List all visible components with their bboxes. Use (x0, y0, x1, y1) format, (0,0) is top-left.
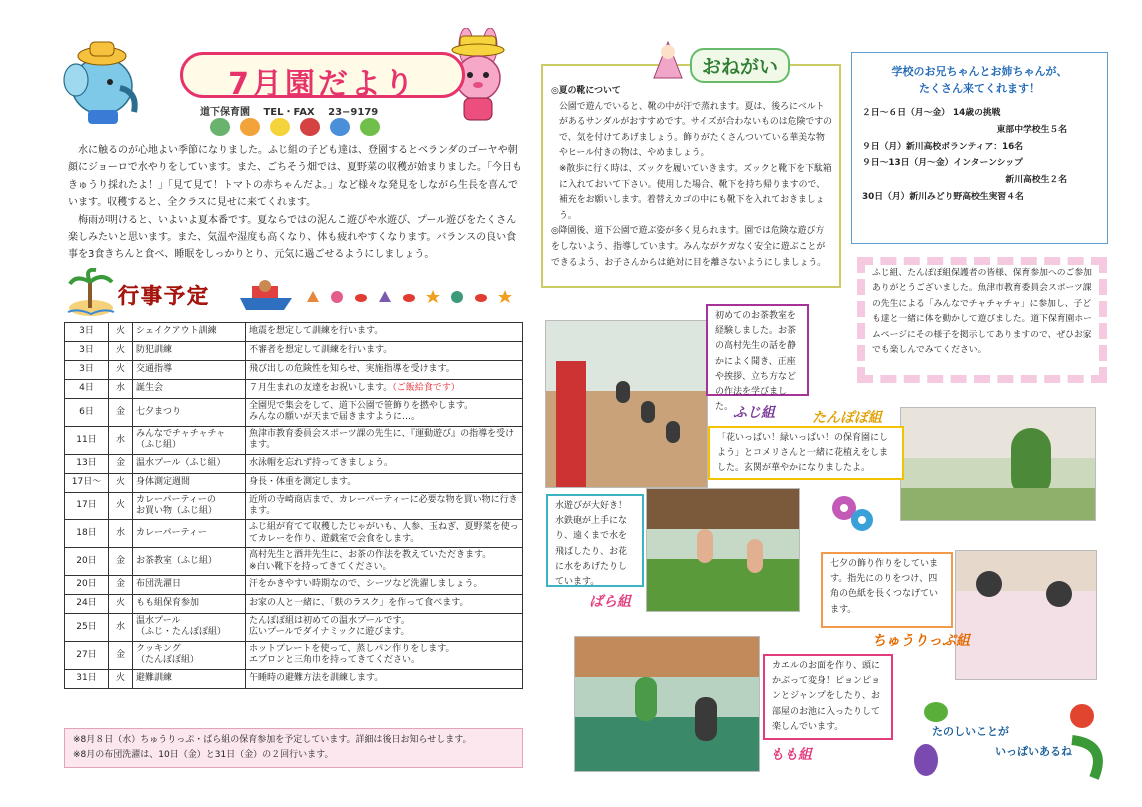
visitor-sub: 新川高校生２名 (1005, 175, 1067, 186)
event-description-text: ホットプレートを使って、蒸しパン作りをします。 (249, 643, 455, 654)
event-date (65, 641, 109, 669)
event-name (133, 342, 246, 361)
watering-can-icon (240, 118, 260, 136)
event-row (65, 473, 523, 492)
event-date-text: 20日 (76, 555, 97, 566)
event-name (133, 454, 246, 473)
event-description-text: エプロンと三角巾を持ってきてください。 (249, 655, 421, 666)
momo-callout: カエルのお面を作り、頭にかぶって変身！ピョンピョンとジャンプをしたり、お部屋のお池に入ったりして楽しんでいます。 (763, 654, 893, 740)
event-date-text: 3日 (79, 326, 94, 337)
event-description-text: 飛び出しの危険性を知らせ、実施指導を受けます。 (249, 364, 455, 375)
footer-line: いっぱいあるね (995, 745, 1072, 758)
event-date (65, 614, 109, 642)
event-date (65, 520, 109, 548)
crab-icon (354, 290, 368, 303)
event-weekday-text: 火 (115, 598, 125, 609)
school-name: 道下保育園 (200, 107, 250, 118)
event-weekday (109, 595, 133, 614)
crab-icon (402, 290, 416, 303)
event-weekday-text: 火 (115, 672, 125, 683)
event-name (133, 492, 246, 520)
event-row (65, 361, 523, 380)
footer-message (932, 722, 1072, 762)
event-weekday-text: 火 (115, 345, 125, 356)
request-header (650, 40, 850, 80)
event-name-text: カレーパーティー (136, 528, 207, 539)
bara-callout: 水遊びが大好き！水鉄砲が上手になり、遠くまで水を飛ばしたり、お花に水をあげたりしています。 (546, 494, 644, 587)
event-weekday (109, 576, 133, 595)
event-description (246, 426, 523, 454)
event-weekday (109, 641, 133, 669)
morning-glory-icon (828, 492, 878, 536)
event-date (65, 473, 109, 492)
event-weekday (109, 426, 133, 454)
event-date (65, 361, 109, 380)
event-description (246, 614, 523, 642)
event-date-text: 17日～ (71, 476, 102, 487)
event-description (246, 641, 523, 669)
event-row (65, 520, 523, 548)
tanpopo-label: たんぽぽ組 (812, 410, 882, 426)
event-name-text: 温水プール（ふじ組） (136, 457, 226, 468)
event-description-text: たんぽぽ組は初めての温水プールです。 (249, 616, 410, 627)
event-name (133, 614, 246, 642)
event-weekday-text: 金 (115, 579, 125, 590)
request-title: おねがい (690, 48, 790, 83)
event-name-text: シェイクアウト訓練 (136, 326, 217, 337)
event-date (65, 548, 109, 576)
shell-icon (378, 290, 392, 303)
event-weekday (109, 473, 133, 492)
visitor-sub: 東部中学校生５名 (996, 124, 1067, 135)
event-date (65, 454, 109, 473)
event-date-text: 18日 (76, 528, 97, 539)
event-name (133, 641, 246, 669)
events-title: 行事予定 (118, 284, 210, 308)
event-weekday (109, 669, 133, 688)
event-weekday (109, 342, 133, 361)
event-weekday-text: 金 (115, 649, 125, 660)
shell-icon (330, 290, 344, 303)
event-name-text: 身体測定週間 (136, 476, 191, 487)
event-weekday-text: 火 (115, 364, 125, 375)
event-date-text: 27日 (76, 649, 97, 660)
event-name-text: （ふじ・たんぽぽ組） (136, 627, 227, 638)
masthead (60, 28, 510, 138)
event-date-text: 24日 (76, 598, 97, 609)
event-name (133, 399, 246, 427)
event-description (246, 576, 523, 595)
event-description (246, 342, 523, 361)
intro-paragraph: 梅雨が明けると、いよいよ夏本番です。夏ならではの泥んこ遊びや水遊び、プール遊びをたくさん楽しみたいと思います。また、気温や湿度も高くなり、体も疲れやすくなります。バランスの良い食事を3食きちんと食べ、睡眠をしっかりとり、元気に過ごせるようにしましょう。 (68, 214, 517, 261)
event-name-text: 防犯訓練 (136, 345, 173, 356)
event-description (246, 323, 523, 342)
momo-label: もも組 (770, 747, 812, 763)
event-row (65, 492, 523, 520)
event-name-text: 避難訓練 (136, 672, 173, 683)
event-date-text: 20日 (76, 579, 97, 590)
boat-icon (300, 118, 320, 136)
event-row (65, 454, 523, 473)
event-description (246, 595, 523, 614)
event-description-text: ※白い靴下を持ってきてください。 (249, 561, 392, 572)
event-row (65, 399, 523, 427)
event-weekday (109, 399, 133, 427)
event-date (65, 426, 109, 454)
event-description-text: 広いプールでダイナミックに遊びます。 (249, 627, 410, 638)
thanks-text: ふじ組、たんぽぽ組保護者の皆様、保育参加へのご参加ありがとうございました。魚津市教育委員会スポーツ課の先生による「みんなでチャチャチャ」に参加し、子ども達と一緒に体を動かして遊びました。道下保育園ホームページにその様子を掲示してありますので、ぜひお家でも楽しんでみてください。 (872, 268, 1092, 356)
tanpopo-photo (900, 407, 1096, 521)
event-date (65, 399, 109, 427)
event-name-text: お買い物（ふじ組） (136, 506, 218, 517)
intro-text (68, 142, 523, 264)
school-contact (200, 103, 388, 118)
event-weekday-text: 水 (115, 383, 125, 394)
event-weekday (109, 361, 133, 380)
tanpopo-callout: 「花いっぱい！緑いっぱい！の保育園にしよう」とコメリさんと一緒に花植えをしました。玄関が華やかになりましたよ。 (708, 426, 904, 480)
thanks-box (866, 266, 1098, 374)
event-name-text: 交通指導 (136, 364, 173, 375)
phone-number: 23−9179 (328, 107, 379, 118)
note-line: ※8月８日（水）ちゅうりっぷ・ばら組の保育参加を予定しています。詳細は後日お知らせします。 (73, 735, 472, 745)
event-name-text: 布団洗濯日 (136, 579, 182, 590)
visitor-item: ９日～13日（月～金）インターンシップ (862, 158, 1023, 169)
events-header (66, 268, 521, 324)
event-row (65, 380, 523, 399)
event-date (65, 576, 109, 595)
event-description-text: 不審者を想定して訓練を行います。 (249, 345, 393, 356)
fuji-photo (545, 320, 708, 488)
event-name (133, 380, 246, 399)
event-row (65, 576, 523, 595)
event-description-text: 地震を想定して訓練を行います。 (249, 326, 384, 337)
event-name-text: みんなでチャチャチャ (136, 428, 226, 439)
event-name (133, 426, 246, 454)
event-name (133, 548, 246, 576)
visitor-item: 30日（月）新川みどり野高校生実習４名 (862, 191, 1024, 202)
contact-label: TEL・FAX (263, 107, 315, 118)
title-banner (180, 52, 465, 102)
shell-icon (306, 290, 320, 303)
churip-callout: 七夕の飾り作りをしています。指先にのりをつけ、四角の色紙を長くつなげています。 (821, 552, 953, 628)
event-description (246, 361, 523, 380)
event-date (65, 323, 109, 342)
event-description (246, 454, 523, 473)
intro-paragraph: 水に触るのが心地よい季節になりました。ふじ組の子ども達は、登園するとベランダのゴーヤや朝顔にジョーロで水やりをしています。また、ごちそう畑では、夏野菜の収穫が始まりました。「今日もきゅうり採れたよ！」「見て見て！トマトの赤ちゃんだよ。」など様々な発見をしながら生長を喜んでいます。収穫すると、全クラスに見せに来てくれます。 (68, 145, 522, 209)
event-date-text: 13日 (76, 457, 97, 468)
request-box (541, 64, 841, 288)
event-name (133, 595, 246, 614)
event-date-text: 17日 (76, 500, 97, 511)
event-row (65, 595, 523, 614)
event-description (246, 492, 523, 520)
event-description (246, 380, 523, 399)
title-line: 学校のお兄ちゃんとお姉ちゃんが、 (891, 65, 1068, 78)
event-date-text: 31日 (76, 672, 97, 683)
event-date (65, 669, 109, 688)
event-date (65, 595, 109, 614)
fuji-callout: 初めてのお茶教室を経験しました。お茶の高村先生の話を静かによく聞き、正座や挨拶、立ち方などの作法を学びました。 (706, 304, 809, 396)
event-description-text: ふじ組が育てて収穫したじゃがいも、人参、玉ねぎ、夏野菜を使ってカレーを作り、遊戯室で会食をします。 (249, 522, 519, 544)
momo-photo (574, 636, 760, 772)
event-description-text: 水泳帽を忘れず持ってきましょう。 (249, 457, 394, 468)
event-weekday-text: 火 (115, 500, 125, 511)
event-name (133, 361, 246, 380)
event-weekday-text: 水 (115, 528, 125, 539)
event-weekday-text: 水 (115, 621, 125, 632)
ship-icon (236, 278, 296, 312)
event-name-text: もも組保育参加 (136, 598, 200, 609)
event-name-text: お茶教室（ふじ組） (136, 555, 218, 566)
event-row (65, 323, 523, 342)
event-weekday (109, 323, 133, 342)
event-description-text: 全園児で集会をして、道下公園で笹飾りを撚やします。 (249, 401, 474, 411)
event-description-text: ７月生まれの友達をお祝いします。 (249, 383, 393, 394)
event-name-text: 誕生会 (136, 383, 164, 394)
event-description (246, 473, 523, 492)
request-section-heading: ◎夏の靴について (551, 86, 621, 96)
watering-can-icon (360, 118, 380, 136)
starfish-icon (426, 290, 440, 303)
event-description-text: お家の人と一緒に、「麩のラスク」を作って食べます。 (249, 598, 469, 609)
event-weekday-text: 金 (115, 457, 125, 468)
event-name (133, 473, 246, 492)
event-date-text: 4日 (79, 383, 94, 394)
request-section-heading: ◎降園後、道下公園で遊ぶ姿が多く見られます。園では危険な遊び方をしないよう、指導しています。みんながケガなく安全に遊ぶことができるよう、お子さんからは絶対に目を離さないようにしましょう。 (551, 226, 827, 268)
event-description-text: 午睡時の避難方法を訓練します。 (249, 672, 384, 683)
event-description-text: （ご飯給食です） (392, 383, 460, 394)
event-weekday (109, 454, 133, 473)
marine-decoration-row (306, 286, 516, 306)
ball-icon (330, 118, 350, 136)
event-row (65, 641, 523, 669)
event-date-text: 3日 (79, 345, 94, 356)
event-description-text: みんなの願いが天まで届きますように…。 (249, 412, 421, 423)
event-date-text: 11日 (76, 434, 97, 445)
tanabata-doll-icon (650, 40, 686, 80)
event-name (133, 323, 246, 342)
event-row (65, 614, 523, 642)
event-name-text: （たんぽぽ組） (136, 655, 200, 666)
event-description (246, 520, 523, 548)
event-date-text: 6日 (79, 406, 94, 417)
events-table (64, 322, 523, 689)
student-visitors-box (851, 52, 1108, 244)
bara-label: ばら組 (589, 594, 631, 610)
event-description-text: 汗をかきやすい時期なので、シーツなど洗濯しましょう。 (249, 579, 483, 590)
fish-icon (210, 118, 230, 136)
starfish-icon (498, 290, 512, 303)
student-visitors-list (862, 105, 1097, 206)
churip-photo (955, 550, 1097, 680)
bara-photo (646, 488, 800, 612)
event-description-text: 身長・体重を測定します。 (249, 476, 357, 487)
fuji-label: ふじ組 (733, 405, 775, 421)
visitor-item: ２日～６日（月～金） 14歳の挑戦 (862, 108, 1001, 118)
request-section-note: ※散歩に行く時は、ズックを履いていきます。ズックと靴下を下駄箱に入れておいて下さい。使用した場合、靴下を持ち帰りますので、補充をお願いします。着替えカゴの中にも靴下を入れておきましょう。 (559, 163, 832, 221)
event-row (65, 426, 523, 454)
churip-label: ちゅうりっぷ組 (872, 633, 970, 649)
title-line: たくさん来てくれます！ (919, 82, 1040, 95)
event-name (133, 669, 246, 688)
decoration-row (210, 118, 450, 140)
event-name-text: カレーパーティーの (136, 494, 216, 505)
event-weekday (109, 614, 133, 642)
footer-line: たのしいことが (932, 725, 1009, 738)
event-date-text: 3日 (79, 364, 94, 375)
event-description-text: 魚津市教育委員会スポーツ課の先生に、『運動遊び』の指導を受けます。 (249, 428, 515, 451)
event-weekday-text: 金 (115, 406, 125, 417)
event-weekday (109, 520, 133, 548)
student-visitors-title (862, 63, 1097, 97)
event-date (65, 342, 109, 361)
event-description (246, 669, 523, 688)
duck-icon (270, 118, 290, 136)
elephant-icon (62, 36, 142, 128)
visitor-item: ９日（月）新川高校ボランティア：16名 (862, 141, 1024, 152)
event-weekday (109, 380, 133, 399)
event-name (133, 576, 246, 595)
note-line: ※8月の布団洗濯は、10日（金）と31日（金）の２回行います。 (73, 750, 334, 760)
event-name-text: クッキング (136, 643, 181, 654)
event-weekday-text: 火 (115, 476, 125, 487)
event-date (65, 380, 109, 399)
event-name-text: （ふじ組） (136, 440, 182, 451)
crab-icon (474, 290, 488, 303)
event-row (65, 548, 523, 576)
newsletter-title: 7月園だより (228, 67, 417, 102)
event-date (65, 492, 109, 520)
request-section-body: 公園で遊んでいると、靴の中が汗で蒸れます。夏は、後ろにベルトがあるサンダルがおすすめです。サイズが合わないものは危険ですので、気を付けてあげましょう。飾りがたくさんついている華美な物やヒール付きの物は、やめましょう。 (559, 101, 832, 159)
events-notes (64, 728, 523, 768)
event-weekday-text: 水 (115, 434, 125, 445)
event-description-text: 近所の寺崎商店まで、カレーパーティーに必要な物を買い物に行きます。 (249, 494, 518, 517)
event-description (246, 548, 523, 576)
event-description (246, 399, 523, 427)
event-weekday-text: 金 (115, 555, 125, 566)
event-name-text: 七夕まつり (136, 406, 182, 417)
event-name-text: 温水プール (136, 616, 181, 627)
event-weekday (109, 548, 133, 576)
event-weekday (109, 492, 133, 520)
event-description-text: 高村先生と酒井先生に、お茶の作法を教えていただきます。 (249, 550, 492, 561)
event-row (65, 669, 523, 688)
shell-icon (450, 290, 464, 303)
event-date-text: 25日 (76, 621, 97, 632)
event-name (133, 520, 246, 548)
event-row (65, 342, 523, 361)
event-weekday-text: 火 (115, 326, 125, 337)
palm-island-icon (66, 268, 116, 318)
